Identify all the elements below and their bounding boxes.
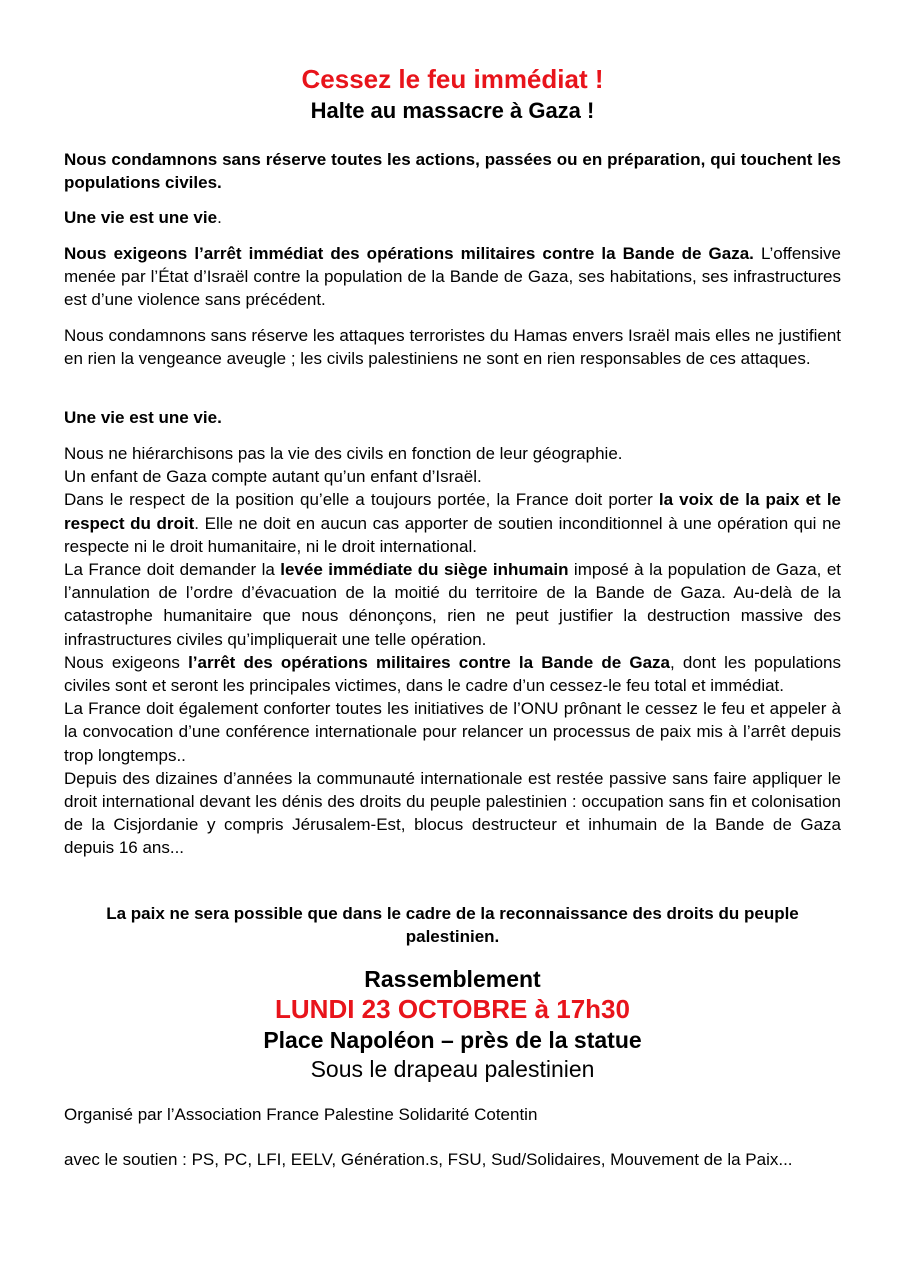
paragraph-life-2 bbox=[64, 406, 841, 429]
paragraph-line: Un enfant de Gaza compte autant qu’un enfant d’Israël. bbox=[64, 467, 482, 487]
footer-organizer: Organisé par l’Association France Palestine Solidarité Cotentin bbox=[64, 1105, 538, 1124]
paragraph-text-bold: Une vie est une vie bbox=[64, 208, 218, 227]
paragraph-demand bbox=[64, 242, 841, 312]
rally-heading: Rassemblement bbox=[364, 966, 541, 992]
paragraph-text: Nous condamnons sans réserve toutes les actions, passées ou en préparation, qui touchent les populations civiles. bbox=[64, 150, 841, 193]
paragraph-text: . bbox=[217, 208, 222, 227]
paragraph-line: La France doit également conforter toutes les initiatives de l’ONU prônant le cessez le feu et appeler à la convocation d’une conférence internationale pour relancer un processus de paix mis à l’arrêt depuis trop longtemps.. bbox=[64, 699, 841, 765]
paragraph-line: Nous ne hiérarchisons pas la vie des civils en fonction de leur géographie. bbox=[64, 444, 623, 463]
paragraph-text: La paix ne sera possible que dans le cadre de la reconnaissance des droits du peuple palestinien. bbox=[106, 904, 799, 947]
text-span: , dont les populations civiles sont et seront les principales victimes, dans le cadre d’un cessez-le feu total et immédiat. bbox=[64, 652, 842, 696]
paragraph-main bbox=[64, 442, 841, 860]
paragraph-condemnation bbox=[64, 148, 841, 194]
text-span: . Elle ne doit en aucun cas apporter de soutien inconditionnel à une opération qui ne respecte ni le droit humanitaire, ni le droit international. bbox=[64, 513, 841, 556]
paragraph-text-bold: Nous exigeons l’arrêt immédiat des opérations militaires contre la Bande de Gaza. bbox=[64, 244, 754, 263]
paragraph-line bbox=[64, 488, 841, 558]
text-span: La France doit demander la bbox=[64, 560, 281, 580]
paragraph-text: Une vie est une vie. bbox=[64, 408, 222, 427]
paragraph-peace bbox=[64, 902, 841, 948]
text-span-bold: levée immédiate du siège inhumain bbox=[280, 560, 569, 580]
paragraph-life-1 bbox=[64, 206, 841, 229]
text-span: Nous exigeons bbox=[64, 652, 189, 672]
paragraph-text: L’offensive menée par l’État d’Israël contre la population de la Bande de Gaza, ses habitations, ses infrastructures est d’une violence sans précédent. bbox=[64, 244, 841, 310]
paragraph-hamas bbox=[64, 324, 841, 370]
rally-note: Sous le drapeau palestinien bbox=[310, 1056, 595, 1082]
paragraph-line: Depuis des dizaines d’années la communauté internationale est restée passive sans faire appliquer le droit international devant les dénis des droits du peuple palestinien : occupation sans fin et colonisation de la Cisjordanie y compris Jérusalem-Est, blocus destructeur et inhumain de la Bande de Gaza depuis 16 ans... bbox=[64, 768, 841, 858]
paragraph-text: Nous condamnons sans réserve les attaques terroristes du Hamas envers Israël mais elles ne justifient en rien la vengeance aveugle ; les civils palestiniens ne sont en rien responsables de ces attaques. bbox=[64, 326, 841, 369]
paragraph-line bbox=[64, 651, 841, 697]
footer-support: avec le soutien : PS, PC, LFI, EELV, Génération.s, FSU, Sud/Solidaires, Mouvement de la Paix... bbox=[64, 1150, 793, 1169]
rally-place: Place Napoléon – près de la statue bbox=[263, 1027, 642, 1053]
text-span: imposé à la population de Gaza, et l’annulation de l’ordre d’évacuation de la moitié du territoire de la Bande de Gaza. Au-delà de la catastrophe humanitaire que nous dénonçons, rien ne peut justifier la destruction massive des infrastructures civiles qu’impliquerait une telle opération. bbox=[64, 560, 841, 649]
text-span: Dans le respect de la position qu’elle a toujours portée, la France doit porter bbox=[64, 490, 659, 510]
text-span-bold: la voix de la paix et le respect du droit bbox=[64, 490, 841, 533]
rally-date: LUNDI 23 OCTOBRE à 17h30 bbox=[275, 994, 630, 1024]
text-span-bold: l’arrêt des opérations militaires contre la Bande de Gaza bbox=[188, 652, 671, 672]
flyer-subtitle: Halte au massacre à Gaza ! bbox=[310, 98, 595, 123]
paragraph-line bbox=[64, 558, 841, 651]
flyer-title: Cessez le feu immédiat ! bbox=[301, 64, 604, 94]
